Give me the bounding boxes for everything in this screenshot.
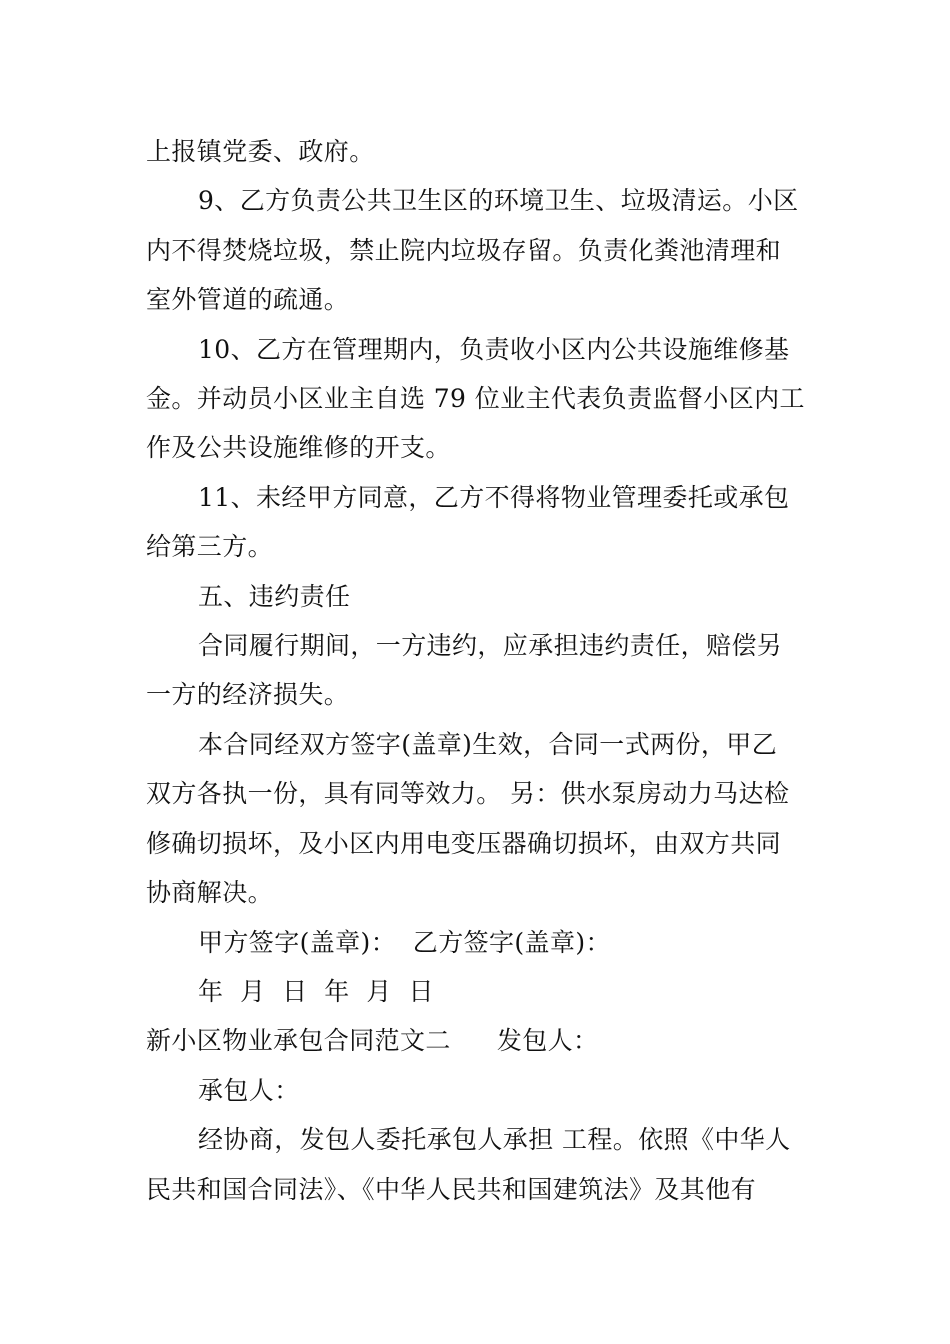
- text-line: 双方各执一份，具有同等效力。 另：供水泵房动力马达检: [146, 779, 790, 809]
- section-title: 新小区物业承包合同范文二: [146, 1026, 451, 1056]
- text-line: 上报镇党委、政府。: [146, 137, 375, 166]
- signature-line: [146, 918, 806, 967]
- date-line: [146, 967, 806, 1016]
- text-line: 甲方签字(盖章)： 乙方签字(盖章)：: [198, 927, 611, 957]
- text-line: 9、乙方负责公共卫生区的环境卫生、垃圾清运。小区: [198, 186, 799, 216]
- paragraph-effect: [146, 720, 806, 918]
- text-line: 修确切损坏，及小区内用电变压器确切损坏，由双方共同: [146, 828, 782, 858]
- text-line: 协商解决。: [146, 878, 274, 908]
- employer-label: 发包人：: [496, 1026, 599, 1056]
- text-line: 本合同经双方签字(盖章)生效，合同一式两份，甲乙: [198, 729, 778, 759]
- text-line: 室外管道的疏通。: [146, 285, 350, 315]
- text-line: 10、乙方在管理期内，负责收小区内公共设施维修基: [198, 334, 790, 364]
- text-line: 金。并动员小区业主自选 79 位业主代表负责监督小区内工: [146, 384, 805, 414]
- paragraph-clause-10: [146, 325, 806, 473]
- section-heading-liability: [146, 572, 806, 621]
- paragraph-clause-9: [146, 176, 806, 324]
- contractor-line: [146, 1066, 806, 1115]
- paragraph-clause-11: [146, 473, 806, 572]
- section-heading-contract-two: [146, 1016, 806, 1065]
- text-line: 经协商，发包人委托承包人承担 工程。依照《中华人: [198, 1125, 791, 1155]
- text-line: 合同履行期间，一方违约，应承担违约责任，赔偿另: [198, 631, 783, 661]
- text-line: 11、未经甲方同意，乙方不得将物业管理委托或承包: [198, 482, 790, 512]
- text-line: [146, 1016, 806, 1065]
- text-line: 年 月 日 年 月 日: [198, 976, 434, 1006]
- text-line: 给第三方。: [146, 532, 274, 562]
- text-line: 五、违约责任: [198, 581, 351, 611]
- text-line: 作及公共设施维修的开支。: [146, 433, 451, 463]
- paragraph-report: [146, 127, 806, 176]
- document-body: [146, 127, 806, 1214]
- paragraph-breach: [146, 621, 806, 720]
- text-line: 民共和国合同法》、《中华人民共和国建筑法》及其他有: [146, 1174, 757, 1204]
- text-line: 一方的经济损失。: [146, 680, 350, 710]
- paragraph-agreement: [146, 1115, 806, 1214]
- text-line: 内不得焚烧垃圾，禁止院内垃圾存留。负责化粪池清理和: [146, 235, 782, 265]
- text-line: 承包人：: [198, 1075, 300, 1105]
